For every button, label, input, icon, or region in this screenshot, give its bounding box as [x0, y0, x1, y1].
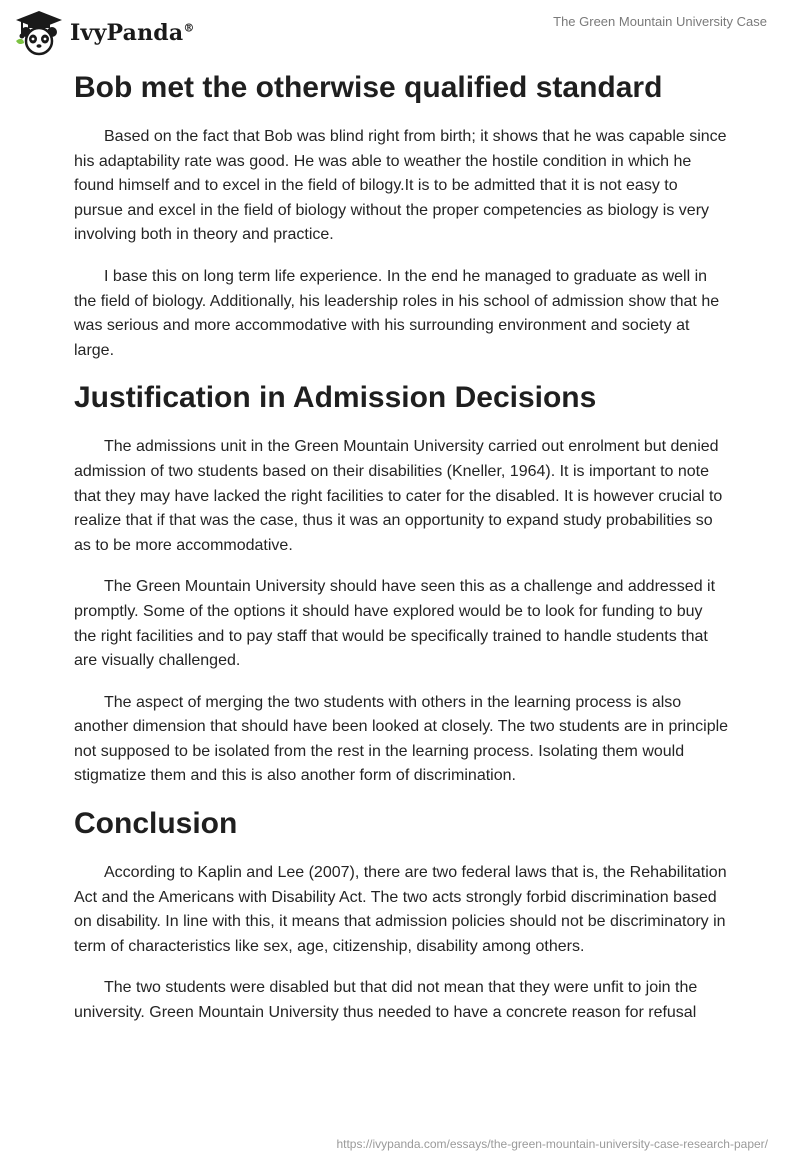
- section-heading: Justification in Admission Decisions: [74, 381, 597, 415]
- panda-mascot-icon: [14, 9, 64, 57]
- ivypanda-logo[interactable]: [14, 8, 195, 58]
- paragraph: I base this on long term life experience. In the end he managed to graduate as well in the field of biology. Additionally, his leadership roles in his school of admission show that he was serious and more accommodative with his surrounding environment and society at large.: [74, 267, 720, 359]
- source-url[interactable]: https://ivypanda.com/essays/the-green-mountain-university-case-research-paper/: [336, 1137, 768, 1151]
- section-heading: Bob met the otherwise qualified standard: [74, 71, 663, 104]
- paragraph: According to Kaplin and Lee (2007), there are two federal laws that is, the Rehabilitation Act and the Americans with Disability Act. The two acts strongly forbid discrimination based on disability. In line with this, it means that admission policies should not be discriminatory in term of characteristics like sex, age, citizenship, disability among others.: [74, 864, 727, 955]
- paragraph: The Green Mountain University should have seen this as a challenge and addressed it promptly. Some of the options it should have explored would be to look for funding to buy the right facilities and to pay staff that would be specifically trained to handle students that are visually challenged.: [74, 578, 716, 670]
- essay-content: [74, 70, 729, 1043]
- document-title: The Green Mountain University Case: [553, 14, 767, 29]
- paragraph: Based on the fact that Bob was blind right from birth; it shows that he was capable since his adaptability rate was good. He was able to weather the hostile condition in which he found himself and to excel in the field of bilogy.It is to be admitted that it is not easy to pursue and excel in the field of biology without the proper competencies as biology is very involving both in theory and practice.: [74, 128, 727, 244]
- paragraph: The two students were disabled but that did not mean that they were unfit to join the university. Green Mountain University thus needed to have a concrete reason for refusal: [74, 979, 698, 1022]
- brand-name: IvyPanda®: [70, 20, 195, 46]
- section-heading: Conclusion: [74, 807, 238, 841]
- paragraph: The aspect of merging the two students with others in the learning process is also another dimension that should have been looked at closely. The two students are in principle not supposed to be isolated from the rest in the learning process. Isolating them would stigmatize them and this is also another form of discrimination.: [74, 693, 729, 785]
- paragraph: The admissions unit in the Green Mountain University carried out enrolment but denied admission of two students based on their disabilities (Kneller, 1964). It is important to note that they may have lacked the right facilities to cater for the disabled. It is however crucial to realize that if that was the case, thus it was an opportunity to expand study probabilities so as to be more accommodative.: [74, 438, 723, 554]
